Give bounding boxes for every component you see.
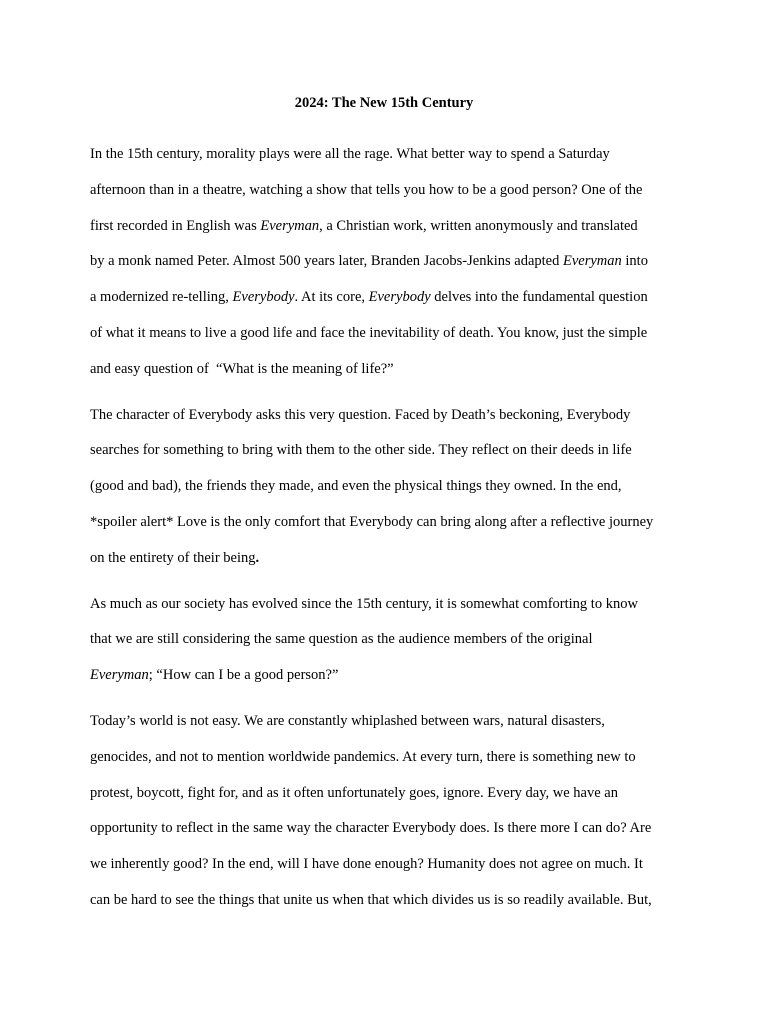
text-line [90, 740, 690, 776]
bold-text: . [255, 549, 260, 566]
italic-text: Everyman [562, 253, 622, 270]
italic-text: Everyman [260, 217, 320, 234]
text-run: we inherently good? In the end, will I have done enough? Humanity does not agree on much. It [90, 856, 643, 873]
text-run: , a Christian work, written anonymously and translated [319, 217, 638, 234]
text-run: on the entirety of their being [90, 549, 256, 566]
text-run: a modernized re-telling, [90, 289, 233, 306]
italic-text: Everyman [90, 667, 149, 684]
text-run: afternoon than in a theatre, watching a show that tells you how to be a good person? One of the [90, 181, 643, 198]
text-run: into [621, 253, 648, 270]
text-run: opportunity to reflect in the same way the character Everybody does. Is there more I can do? Are [90, 820, 652, 837]
text-line [90, 704, 690, 740]
text-run: protest, boycott, fight for, and as it often unfortunately goes, ignore. Every day, we have an [90, 784, 618, 801]
text-run: As much as our society has evolved since the 15th century, it is somewhat comforting to know [90, 595, 638, 612]
text-line [90, 244, 690, 280]
paragraph [90, 137, 690, 388]
text-run: ; “How can I be a good person?” [148, 667, 339, 684]
text-line [90, 352, 690, 388]
text-line [90, 398, 690, 434]
text-run: that we are still considering the same question as the audience members of the original [90, 631, 593, 648]
text-line [90, 622, 690, 658]
text-run: genocides, and not to mention worldwide pandemics. At every turn, there is something new to [90, 748, 636, 765]
text-run: first recorded in English was [90, 217, 261, 234]
text-run: searches for something to bring with them to the other side. They reflect on their deeds in life [90, 442, 632, 459]
text-run: by a monk named Peter. Almost 500 years later, Branden Jacobs-Jenkins adapted [90, 253, 563, 270]
text-run: In the 15th century, morality plays were all the rage. What better way to spend a Saturday [90, 146, 610, 162]
text-run: *spoiler alert* Love is the only comfort that Everybody can bring along after a reflective journey [90, 513, 654, 530]
italic-text: Everybody [232, 289, 295, 306]
text-line [90, 173, 690, 209]
text-line [90, 209, 690, 245]
text-run: (good and bad), the friends they made, and even the physical things they owned. In the end, [90, 478, 622, 495]
text-run: The character of Everybody asks this very question. Faced by Death’s beckoning, Everybody [90, 406, 631, 423]
text-line [90, 137, 690, 173]
text-line [90, 433, 690, 469]
text-run: delves into the fundamental question [430, 289, 648, 306]
document-title: 2024: The New 15th Century [294, 95, 474, 111]
text-line [90, 505, 690, 541]
paragraph [90, 398, 690, 577]
text-line [90, 776, 690, 812]
text-run: Today’s world is not easy. We are constantly whiplashed between wars, natural disasters, [90, 712, 605, 729]
text-line [90, 658, 690, 694]
text-line [90, 541, 690, 577]
text-run: . At its core, [294, 289, 369, 306]
text-line [90, 587, 690, 623]
document-body [90, 137, 690, 929]
text-line [90, 811, 690, 847]
text-line [90, 847, 690, 883]
text-line [90, 280, 690, 316]
text-line [90, 883, 690, 919]
text-run: and easy question of “What is the meaning of life?” [90, 360, 394, 377]
text-line [90, 316, 690, 352]
text-run: of what it means to live a good life and face the inevitability of death. You know, just the simple [90, 324, 648, 341]
paragraph [90, 587, 690, 694]
paragraph [90, 704, 690, 919]
text-run: can be hard to see the things that unite us when that which divides us is so readily available. But, [90, 891, 652, 908]
italic-text: Everybody [368, 289, 431, 306]
text-line [90, 469, 690, 505]
